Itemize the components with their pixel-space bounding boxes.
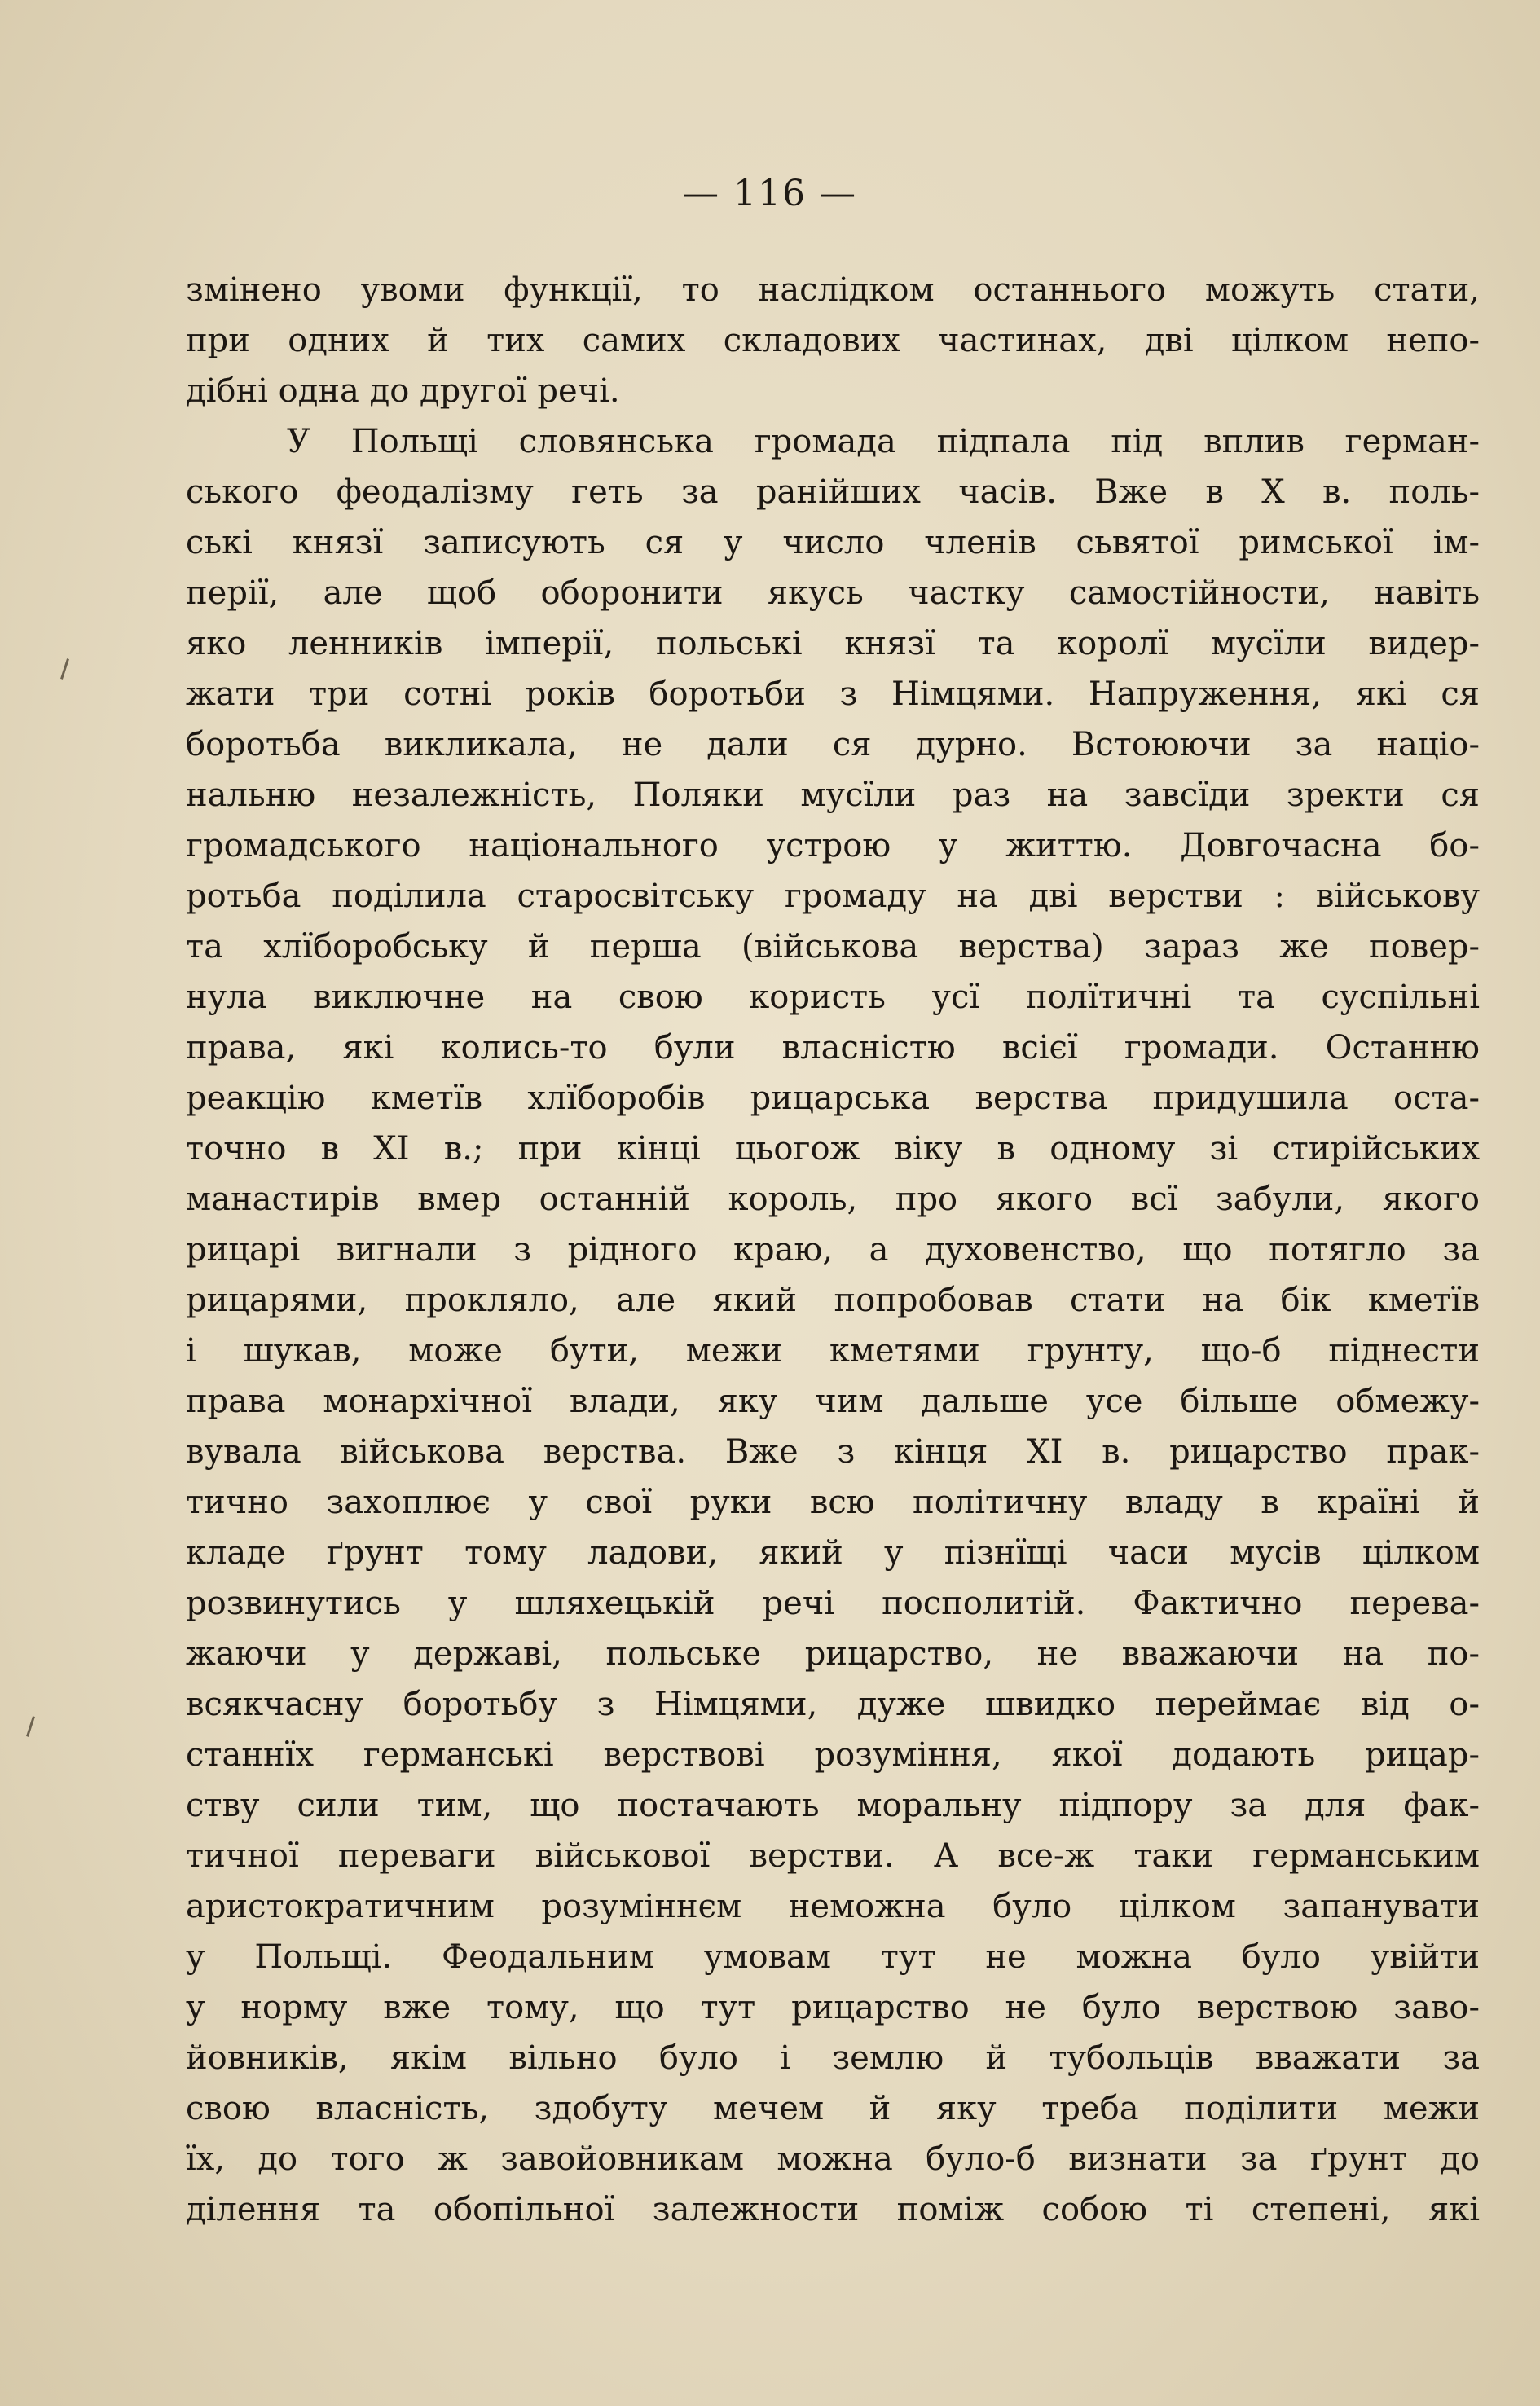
text-line: тично захоплює у свої руки всю політичну владу в країні й [186,1484,1480,1521]
text-line: розвинутись у шляхецькій речі посполитій. Фактично перева- [186,1585,1480,1622]
text-line: ські князї записують ся у число членів сьвятої римської ім- [186,524,1480,561]
text-line: боротьба викликала, не дали ся дурно. Встоюючи за націо- [186,726,1480,763]
text-line: реакцію кметїв хлїборобів рицарська верства придушила оста- [186,1080,1480,1117]
text-line: всякчасну боротьбу з Німцями, дуже швидко переймає від о- [186,1686,1480,1723]
page-number: — 116 — [683,173,857,214]
text-line: тичної переваги військової верстви. А все-ж таки германським [186,1837,1480,1875]
text-line: і шукав, може бути, межи кметями грунту, що-б піднести [186,1332,1480,1370]
text-line: станнїх германські верствові розуміння, якої додають рицар- [186,1736,1480,1774]
text-line: у норму вже тому, що тут рицарство не було верствою заво- [186,1989,1480,2026]
text-line: їх, до того ж завойовникам можна було-б визнати за ґрунт до [186,2140,1480,2178]
text-line: точно в XI в.; при кінці цьогож віку в одному зі стирійських [186,1130,1480,1168]
text-line: жаючи у державі, польське рицарство, не вважаючи на по- [186,1635,1480,1673]
text-line: ству сили тим, що постачають моральну підпору за для фак- [186,1787,1480,1824]
text-line: перії, але щоб оборонити якусь частку самостійности, навіть [186,574,1480,612]
text-line: йовників, якім вільно було і землю й тубольців вважати за [186,2039,1480,2077]
text-line: нальню незалежність, Поляки мусїли раз на завсїди зректи ся [186,776,1480,814]
text-line: жати три сотні років боротьби з Німцями. Напруження, які ся [186,675,1480,713]
text-line: громадського національного устрою у життю. Довгочасна бо- [186,827,1480,864]
text-line: вувала військова верства. Вже з кінця XI в. рицарство прак- [186,1433,1480,1471]
text-line: ротьба поділила старосвітську громаду на дві верстви : військову [186,878,1480,915]
text-line: свою власність, здобуту мечем й яку треба поділити межи [186,2090,1480,2127]
text-line: права, які колись-то були власністю всієї громади. Останню [186,1029,1480,1067]
text-line: яко ленників імперії, польські князї та королї мусїли видер- [186,625,1480,662]
text-line: у Польщі. Феодальним умовам тут не можна було увійти [186,1938,1480,1976]
text-line: рицарі вигнали з рідного краю, а духовенство, що потягло за [186,1231,1480,1269]
text-line: та хлїборобську й перша (військова верства) зараз же повер- [186,928,1480,965]
text-line: У Польщі словянська громада підпала під вплив герман- [287,423,1480,460]
text-line: при одних й тих самих складових частинах, дві цілком непо- [186,322,1480,359]
text-line: ділення та обопільної залежности поміж собою ті степені, які [186,2191,1480,2228]
text-line: ського феодалізму геть за ранійших часів. Вже в X в. поль- [186,473,1480,511]
text-line: права монархічної влади, яку чим дальше усе більше обмежу- [186,1383,1480,1420]
text-line: кладе ґрунт тому ладови, який у пізнїщі часи мусів цілком [186,1534,1480,1572]
text-line: нула виключне на свою користь усї полїтичні та суспільні [186,979,1480,1016]
text-line: манастирів вмер останній король, про якого всї забули, якого [186,1181,1480,1218]
text-line: змінено увоми функції, то наслідком останнього можуть стати, [186,271,1480,309]
text-line: аристократичним розуміннєм неможна було цілком запанувати [186,1888,1480,1925]
text-line: дібні одна до другої речі. [186,372,620,410]
text-line: рицарями, прокляло, але який попробовав стати на бік кметїв [186,1282,1480,1319]
